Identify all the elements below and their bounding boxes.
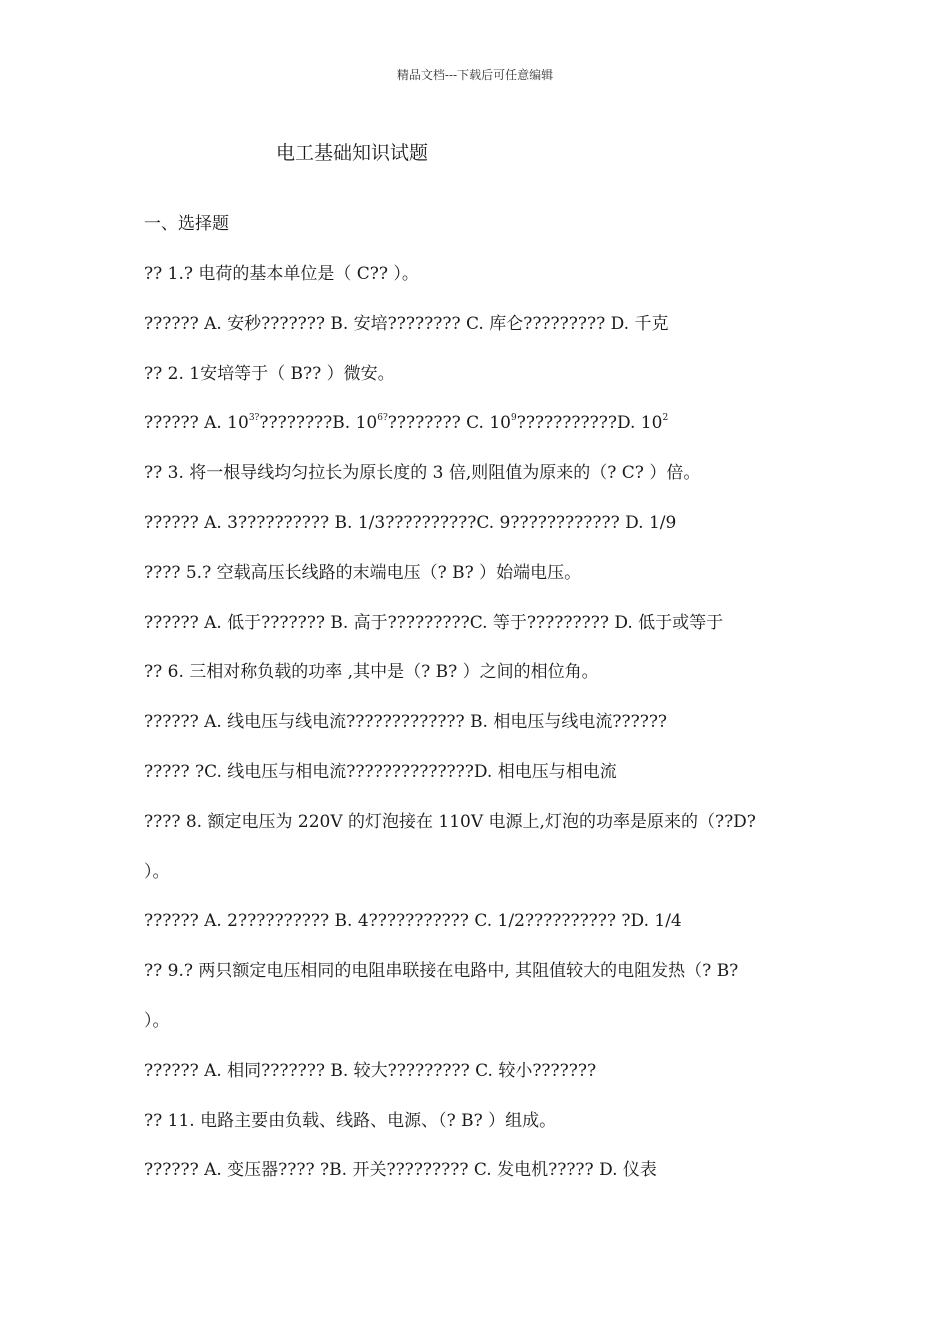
question-6: ?? 6. 三相对称负载的功率 ,其中是（? B? ）之间的相位角。: [144, 662, 599, 682]
question-8: ???? 8. 额定电压为 220V 的灯泡接在 110V 电源上,灯泡的功率是原来的（??D?: [144, 812, 756, 832]
question-1: ?? 1.? 电荷的基本单位是（ C?? ）。: [144, 264, 419, 284]
option-b-text: ????????B. 10: [259, 413, 378, 433]
option-a-exponent: 3?: [248, 413, 260, 423]
question-11: ?? 11. 电路主要由负载、线路、电源、（? B? ）组成。: [144, 1111, 557, 1131]
option-b-exponent: 6?: [377, 413, 388, 423]
question-8-continuation: ）。: [144, 862, 170, 882]
document-title: 电工基础知识试题: [276, 142, 429, 164]
option-c-exponent: 9: [510, 413, 517, 423]
option-d-exponent: 2: [662, 413, 669, 423]
question-5-options: ?????? A. 低于??????? B. 高于?????????C. 等于????????? D. 低于或等于: [144, 613, 724, 633]
question-3: ?? 3. 将一根导线均匀拉长为原长度的 3 倍,则阻值为原来的（? C? ）倍。: [144, 463, 701, 483]
question-5: ???? 5.? 空载高压长线路的末端电压（? B? ）始端电压。: [144, 563, 582, 583]
section-heading: 一、选择题: [144, 214, 229, 234]
option-d-text: ???????????D. 10: [516, 413, 663, 433]
question-1-options: ?????? A. 安秒??????? B. 安培???????? C. 库仑????????? D. 千克: [144, 314, 669, 334]
option-a-text: ?????? A. 10: [144, 413, 249, 433]
question-9-continuation: ）。: [144, 1011, 170, 1031]
question-9-options: ?????? A. 相同??????? B. 较大????????? C. 较小???????: [144, 1061, 597, 1081]
page-header: 精品文档---下载后可任意编辑: [396, 68, 554, 82]
question-3-options: ?????? A. 3?????????? B. 1/3??????????C. 9???????????? D. 1/9: [144, 513, 677, 533]
question-6-options-row2: ????? ?C. 线电压与相电流??????????????D. 相电压与相电流: [144, 762, 617, 782]
question-2-options: [144, 412, 668, 434]
question-8-options: ?????? A. 2?????????? B. 4??????????? C. 1/2?????????? ?D. 1/4: [144, 911, 682, 931]
option-c-text: ???????? C. 10: [387, 413, 511, 433]
question-6-options-row1: ?????? A. 线电压与线电流????????????? B. 相电压与线电流??????: [144, 712, 668, 732]
question-11-options: ?????? A. 变压器???? ?B. 开关????????? C. 发电机????? D. 仪表: [144, 1160, 657, 1180]
question-2: ?? 2. 1安培等于（ B?? ）微安。: [144, 364, 395, 384]
question-9: ?? 9.? 两只额定电压相同的电阻串联接在电路中, 其阻值较大的电阻发热（? B?: [144, 961, 739, 981]
